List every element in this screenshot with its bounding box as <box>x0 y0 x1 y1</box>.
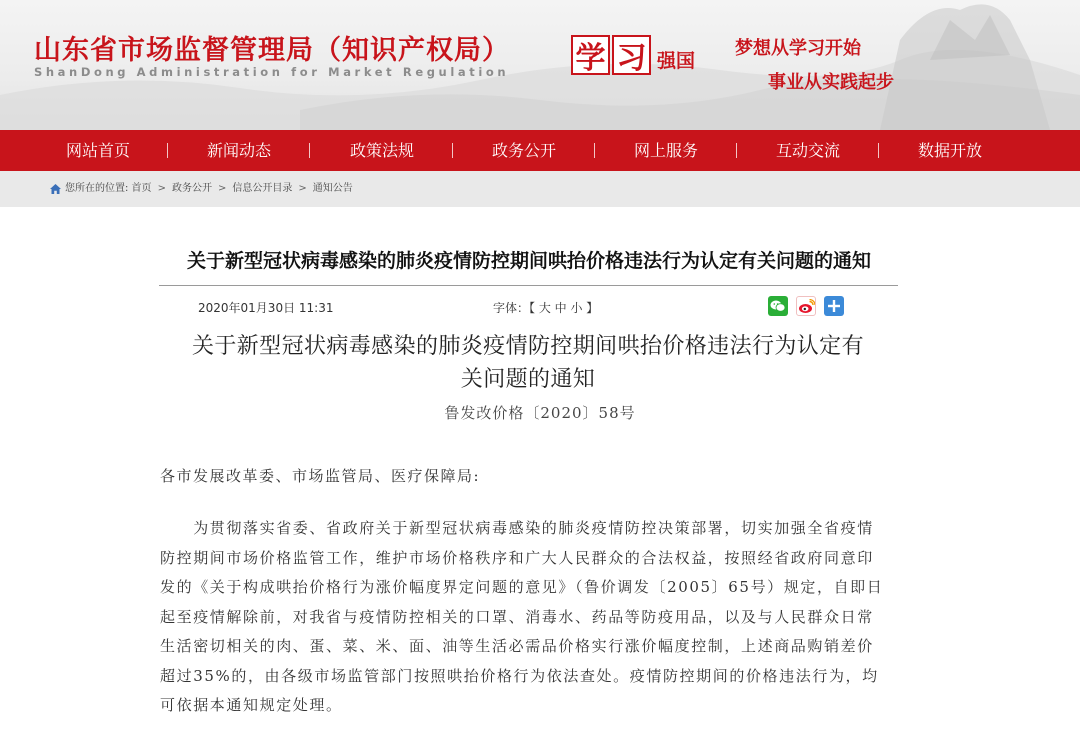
salutation: 各市发展改革委、市场监管局、医疗保障局: <box>160 467 481 485</box>
main-nav <box>0 130 1080 171</box>
document-number: 鲁发改价格〔2020〕58号 <box>444 404 636 422</box>
breadcrumb-separator: > <box>157 183 166 194</box>
nav-separator <box>167 143 168 158</box>
home-icon <box>50 184 61 194</box>
document-title-line: 关问题的通知 <box>460 367 596 392</box>
slogan-line-1: 梦想从学习开始 <box>735 38 861 59</box>
nav-item-interaction[interactable]: 互动交流 <box>776 141 841 160</box>
xuexi-suffix: 强国 <box>657 50 696 72</box>
body-paragraph <box>160 514 900 721</box>
publish-date: 2020年01月30日 11:31 <box>198 301 334 315</box>
body-line: 防控期间市场价格监管工作，维护市场价格秩序和广大人民群众的合法权益，按照经省政府同意印 <box>160 548 874 567</box>
nav-item-home[interactable]: 网站首页 <box>66 141 131 160</box>
font-size-selector[interactable]: 字体：【 大 中 小 】 <box>493 301 599 315</box>
nav-item-news[interactable]: 新闻动态 <box>207 141 272 160</box>
nav-separator <box>878 143 879 158</box>
nav-separator <box>736 143 737 158</box>
site-title[interactable]: 山东省市场监督管理局（知识产权局） <box>34 35 510 66</box>
xuexi-char-1: 学 <box>571 35 610 75</box>
nav-item-online-service[interactable]: 网上服务 <box>634 141 699 160</box>
wechat-icon[interactable] <box>768 296 788 316</box>
body-line: 为贯彻落实省委、省政府关于新型冠状病毒感染的肺炎疫情防控决策部署，切实加强全省疫情 <box>160 519 874 537</box>
site-subtitle: ShanDong Administration for Market Regulation <box>34 65 510 79</box>
document-title-line: 关于新型冠状病毒感染的肺炎疫情防控期间哄抬价格违法行为认定有 <box>191 334 864 359</box>
breadcrumb-item[interactable]: 通知公告 <box>312 183 353 194</box>
site-header <box>0 0 1080 130</box>
xuexi-qiangguo-logo[interactable] <box>571 33 695 75</box>
slogan-line-2: 事业从实践起步 <box>768 72 894 93</box>
breadcrumb-separator: > <box>298 183 307 194</box>
title-divider <box>159 285 898 286</box>
body-line: 生活密切相关的肉、蛋、菜、米、面、油等生活必需品价格实行涨价幅度控制，上述商品购销差价 <box>160 637 874 655</box>
document-title <box>160 330 896 396</box>
body-line: 发的《关于构成哄抬价格行为涨价幅度界定问题的意见》（鲁价调发〔2005〕65号）规定，自即日 <box>160 578 884 596</box>
xuexi-char-2: 习 <box>612 35 651 75</box>
nav-item-policy[interactable]: 政策法规 <box>350 141 415 160</box>
breadcrumb-item[interactable]: 政务公开 <box>171 183 212 194</box>
breadcrumb <box>50 171 353 207</box>
nav-separator <box>452 143 453 158</box>
article-title: 关于新型冠状病毒感染的肺炎疫情防控期间哄抬价格违法行为认定有关问题的通知 <box>186 250 871 272</box>
breadcrumb-item[interactable]: 信息公开目录 <box>232 183 293 194</box>
nav-separator <box>594 143 595 158</box>
breadcrumb-home[interactable]: 您所在的位置: 首页 <box>65 183 152 194</box>
nav-item-gov-affairs[interactable]: 政务公开 <box>492 141 557 160</box>
body-line: 超过35%的，由各级市场监管部门按照哄抬价格行为依法查处。疫情防控期间的价格违法行为，均 <box>160 666 879 685</box>
body-line: 起至疫情解除前，对我省与疫情防控相关的口罩、消毒水、药品等防疫用品，以及与人民群众日常 <box>160 607 874 626</box>
body-line: 可依据本通知规定处理。 <box>160 696 343 714</box>
breadcrumb-bar <box>0 171 1080 207</box>
more-share-icon[interactable] <box>824 296 844 316</box>
breadcrumb-separator: > <box>217 183 227 194</box>
nav-item-open-data[interactable]: 数据开放 <box>918 141 983 160</box>
nav-separator <box>309 143 310 158</box>
weibo-icon[interactable] <box>796 296 816 316</box>
share-buttons <box>768 296 844 316</box>
